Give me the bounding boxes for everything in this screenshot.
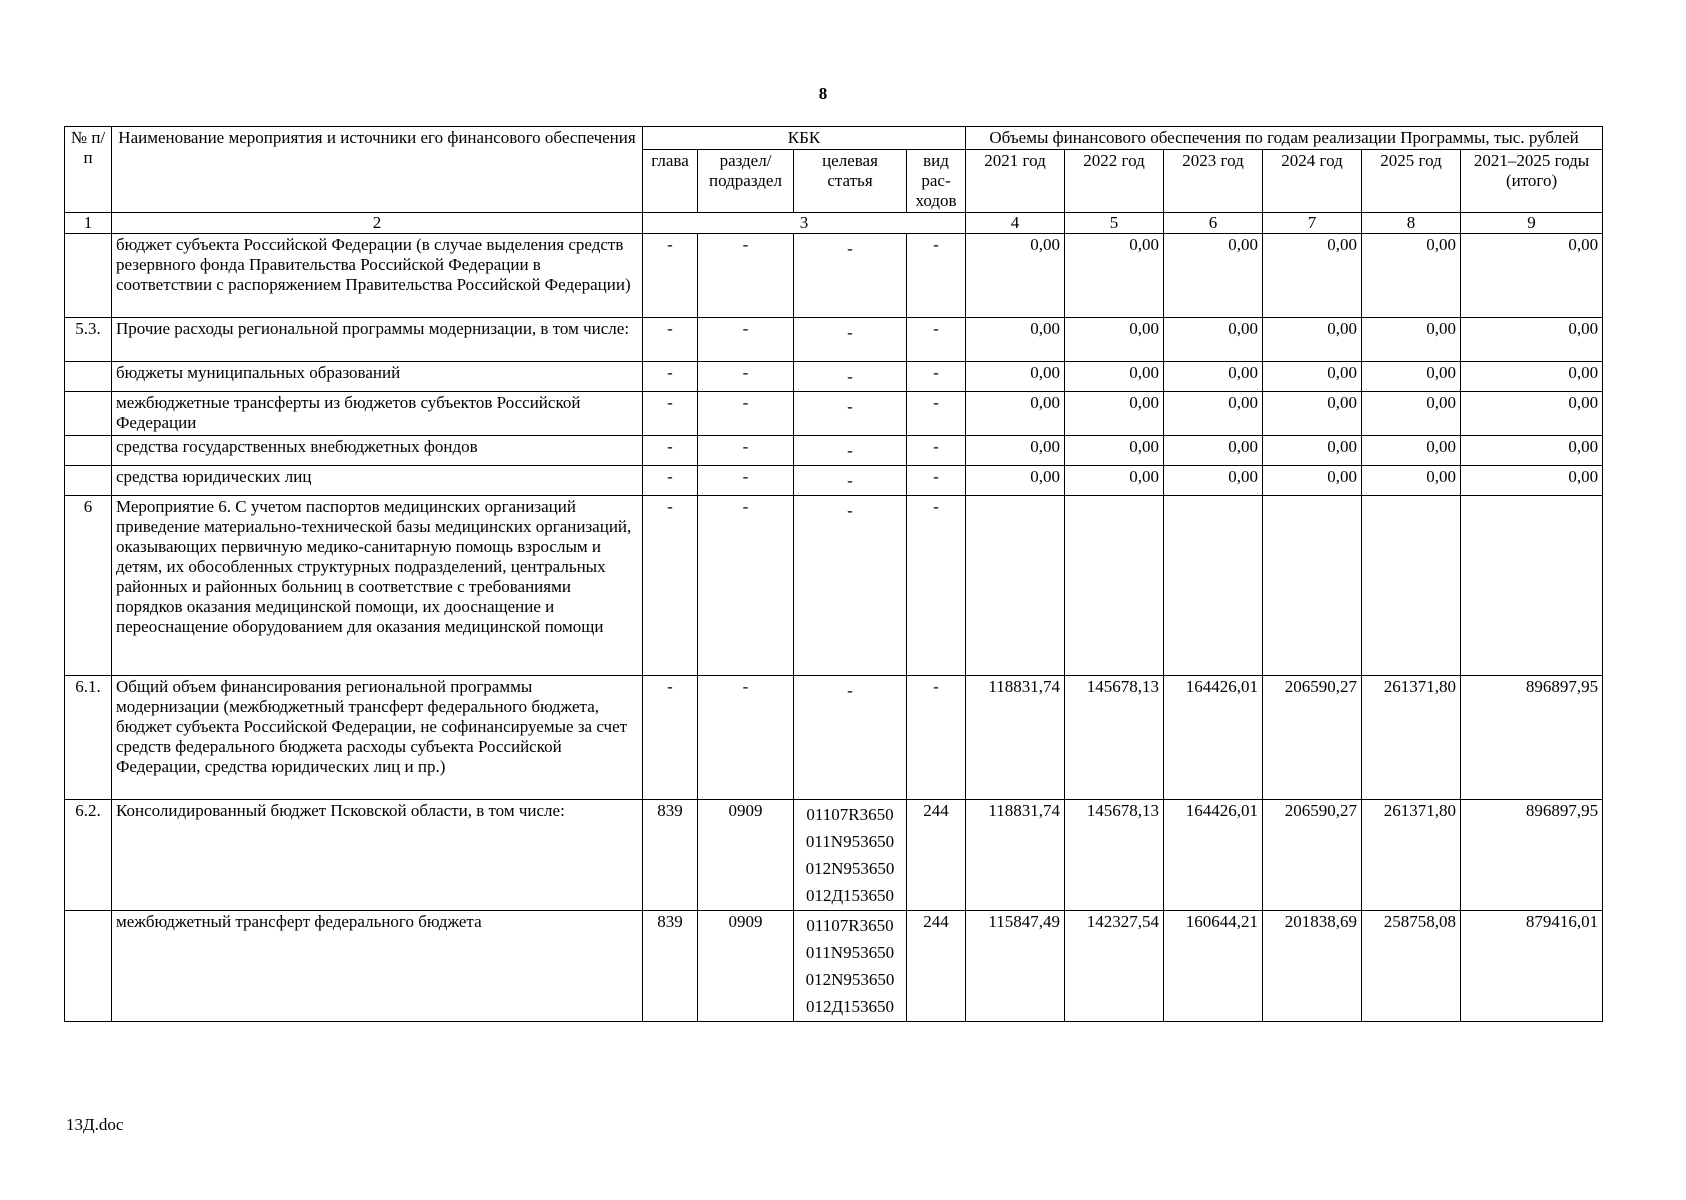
- row-name-cell: средства юридических лиц: [112, 466, 643, 496]
- value-total-cell: 0,00: [1461, 362, 1603, 392]
- header-2023: 2023 год: [1164, 150, 1263, 213]
- value-2025-cell: 258758,08: [1362, 911, 1461, 1022]
- value-2024-cell: 201838,69: [1263, 911, 1362, 1022]
- value-2025-cell: 0,00: [1362, 362, 1461, 392]
- row-number-cell: [65, 392, 112, 436]
- kbk-razdel-cell: -: [698, 318, 794, 362]
- kbk-razdel-cell: -: [698, 234, 794, 318]
- row-name-cell: межбюджетные трансферты из бюджетов субъектов Российской Федерации: [112, 392, 643, 436]
- row-number-cell: [65, 234, 112, 318]
- row-number-cell: [65, 911, 112, 1022]
- kbk-tselevaya-code: 012Д153650: [805, 886, 895, 905]
- row-name-cell: средства государственных внебюджетных фондов: [112, 436, 643, 466]
- kbk-vid-cell: 244: [907, 800, 966, 911]
- table-row: [65, 676, 1603, 800]
- row-name-cell: Общий объем финансирования региональной программы модернизации (межбюджетный трансферт федерального бюджета, бюджет субъекта Российской Федерации, не софинансируемые за счет средств федерального бюджета расходы субъекта Российской Федерации, средства юридических лиц и пр.): [112, 676, 643, 800]
- value-2024-cell: 0,00: [1263, 466, 1362, 496]
- kbk-glava-cell: -: [643, 392, 698, 436]
- value-2021-cell: 0,00: [966, 318, 1065, 362]
- kbk-tselevaya-cell: [794, 362, 907, 392]
- kbk-glava-cell: -: [643, 436, 698, 466]
- kbk-tselevaya-code: -: [847, 367, 853, 386]
- value-2021-cell: 0,00: [966, 466, 1065, 496]
- value-2024-cell: [1263, 496, 1362, 676]
- kbk-tselevaya-code: 012N953650: [805, 970, 895, 989]
- kbk-tselevaya-code: -: [847, 397, 853, 416]
- kbk-glava-cell: 839: [643, 800, 698, 911]
- header-2022: 2022 год: [1065, 150, 1164, 213]
- value-2022-cell: [1065, 496, 1164, 676]
- table-row: [65, 436, 1603, 466]
- header-2021: 2021 год: [966, 150, 1065, 213]
- column-number: 7: [1263, 213, 1362, 234]
- value-2025-cell: 0,00: [1362, 436, 1461, 466]
- kbk-razdel-cell: -: [698, 392, 794, 436]
- column-number: 2: [112, 213, 643, 234]
- value-total-cell: 0,00: [1461, 234, 1603, 318]
- value-2021-cell: [966, 496, 1065, 676]
- value-2023-cell: 0,00: [1164, 362, 1263, 392]
- kbk-vid-cell: -: [907, 392, 966, 436]
- table-row: [65, 800, 1603, 911]
- value-2021-cell: 0,00: [966, 234, 1065, 318]
- header-total: 2021–2025 годы (итого): [1461, 150, 1603, 213]
- kbk-tselevaya-cell: [794, 911, 907, 1022]
- table-row: [65, 392, 1603, 436]
- header-no: № п/п: [65, 127, 112, 213]
- kbk-tselevaya-cell: [794, 496, 907, 676]
- value-2022-cell: 0,00: [1065, 318, 1164, 362]
- value-total-cell: 0,00: [1461, 392, 1603, 436]
- kbk-tselevaya-cell: [794, 466, 907, 496]
- header-volumes: Объемы финансового обеспечения по годам реализации Программы, тыс. рублей: [966, 127, 1603, 150]
- value-2022-cell: 142327,54: [1065, 911, 1164, 1022]
- kbk-glava-cell: -: [643, 466, 698, 496]
- header-2025: 2025 год: [1362, 150, 1461, 213]
- value-2023-cell: 0,00: [1164, 234, 1263, 318]
- kbk-tselevaya-code: 01107R3650: [806, 916, 894, 935]
- kbk-razdel-cell: -: [698, 466, 794, 496]
- value-2024-cell: 206590,27: [1263, 800, 1362, 911]
- row-name-cell: бюджет субъекта Российской Федерации (в случае выделения средств резервного фонда Правительства Российской Федерации в соответствии с распоряжением Правительства Российской Федерации): [112, 234, 643, 318]
- value-2023-cell: [1164, 496, 1263, 676]
- table-row: [65, 496, 1603, 676]
- value-2023-cell: 0,00: [1164, 318, 1263, 362]
- value-total-cell: 896897,95: [1461, 676, 1603, 800]
- value-2021-cell: 118831,74: [966, 800, 1065, 911]
- value-2023-cell: 164426,01: [1164, 800, 1263, 911]
- value-2024-cell: 0,00: [1263, 392, 1362, 436]
- value-2025-cell: 261371,80: [1362, 676, 1461, 800]
- row-name-cell: Мероприятие 6. С учетом паспортов медицинских организаций приведение материально-технической базы медицинских организаций, оказывающих первичную медико-санитарную помощь взрослым и детям, их обособленных структурных подразделений, центральных районных и районных больниц в соответствие с требованиями порядков оказания медицинской помощи, их дооснащение и переоснащение оборудованием для оказания медицинской помощи: [112, 496, 643, 676]
- row-number-cell: 6.2.: [65, 800, 112, 911]
- value-2024-cell: 0,00: [1263, 362, 1362, 392]
- value-total-cell: 896897,95: [1461, 800, 1603, 911]
- header-razdel: раздел/ подраздел: [698, 150, 794, 213]
- kbk-tselevaya-cell: [794, 676, 907, 800]
- table-row: [65, 911, 1603, 1022]
- kbk-razdel-cell: -: [698, 436, 794, 466]
- value-2021-cell: 118831,74: [966, 676, 1065, 800]
- financing-table: [64, 126, 1603, 1022]
- column-number: 1: [65, 213, 112, 234]
- value-2025-cell: [1362, 496, 1461, 676]
- value-2025-cell: 0,00: [1362, 234, 1461, 318]
- header-2024: 2024 год: [1263, 150, 1362, 213]
- row-name-cell: Прочие расходы региональной программы модернизации, в том числе:: [112, 318, 643, 362]
- kbk-glava-cell: -: [643, 676, 698, 800]
- row-number-cell: [65, 362, 112, 392]
- kbk-glava-cell: 839: [643, 911, 698, 1022]
- table-row: [65, 318, 1603, 362]
- value-2025-cell: 0,00: [1362, 466, 1461, 496]
- column-number: 3: [643, 213, 966, 234]
- kbk-tselevaya-code: -: [847, 681, 853, 700]
- kbk-vid-cell: -: [907, 234, 966, 318]
- value-2021-cell: 115847,49: [966, 911, 1065, 1022]
- header-tselevaya: целевая статья: [794, 150, 907, 213]
- kbk-tselevaya-cell: [794, 318, 907, 362]
- kbk-tselevaya-code: 012N953650: [805, 859, 895, 878]
- value-2024-cell: 206590,27: [1263, 676, 1362, 800]
- kbk-tselevaya-cell: [794, 234, 907, 318]
- value-2025-cell: 261371,80: [1362, 800, 1461, 911]
- value-2024-cell: 0,00: [1263, 318, 1362, 362]
- kbk-tselevaya-cell: [794, 436, 907, 466]
- value-2023-cell: 160644,21: [1164, 911, 1263, 1022]
- kbk-tselevaya-code: 01107R3650: [806, 805, 894, 824]
- value-2022-cell: 145678,13: [1065, 800, 1164, 911]
- table-row: [65, 362, 1603, 392]
- kbk-razdel-cell: -: [698, 676, 794, 800]
- kbk-razdel-cell: 0909: [698, 800, 794, 911]
- value-2024-cell: 0,00: [1263, 234, 1362, 318]
- value-total-cell: 879416,01: [1461, 911, 1603, 1022]
- value-total-cell: [1461, 496, 1603, 676]
- kbk-glava-cell: -: [643, 234, 698, 318]
- column-number: 9: [1461, 213, 1603, 234]
- value-2021-cell: 0,00: [966, 392, 1065, 436]
- header-kbk: КБК: [643, 127, 966, 150]
- row-name-cell: Консолидированный бюджет Псковской области, в том числе:: [112, 800, 643, 911]
- kbk-glava-cell: -: [643, 496, 698, 676]
- kbk-razdel-cell: -: [698, 362, 794, 392]
- value-2021-cell: 0,00: [966, 436, 1065, 466]
- kbk-glava-cell: -: [643, 362, 698, 392]
- value-2025-cell: 0,00: [1362, 392, 1461, 436]
- kbk-tselevaya-code: -: [847, 239, 853, 258]
- value-total-cell: 0,00: [1461, 318, 1603, 362]
- column-number: 5: [1065, 213, 1164, 234]
- kbk-vid-cell: -: [907, 676, 966, 800]
- kbk-tselevaya-code: -: [847, 323, 853, 342]
- header-name: Наименование мероприятия и источники его финансового обеспечения: [112, 127, 643, 213]
- kbk-tselevaya-code: 011N953650: [805, 832, 895, 851]
- header-vid: вид рас-ходов: [907, 150, 966, 213]
- value-2025-cell: 0,00: [1362, 318, 1461, 362]
- row-number-cell: 5.3.: [65, 318, 112, 362]
- header-row-top: [65, 127, 1603, 150]
- kbk-vid-cell: -: [907, 496, 966, 676]
- value-2021-cell: 0,00: [966, 362, 1065, 392]
- kbk-tselevaya-code: -: [847, 471, 853, 490]
- kbk-tselevaya-code: -: [847, 501, 853, 520]
- table-row: [65, 466, 1603, 496]
- kbk-razdel-cell: -: [698, 496, 794, 676]
- value-2023-cell: 164426,01: [1164, 676, 1263, 800]
- table-row: [65, 234, 1603, 318]
- row-number-cell: 6: [65, 496, 112, 676]
- kbk-tselevaya-code: 011N953650: [805, 943, 895, 962]
- value-2022-cell: 0,00: [1065, 392, 1164, 436]
- kbk-tselevaya-cell: [794, 392, 907, 436]
- row-number-cell: 6.1.: [65, 676, 112, 800]
- value-2023-cell: 0,00: [1164, 466, 1263, 496]
- kbk-vid-cell: -: [907, 318, 966, 362]
- value-2022-cell: 0,00: [1065, 436, 1164, 466]
- kbk-vid-cell: -: [907, 466, 966, 496]
- kbk-vid-cell: -: [907, 436, 966, 466]
- kbk-tselevaya-code: 012Д153650: [805, 997, 895, 1016]
- value-2022-cell: 0,00: [1065, 362, 1164, 392]
- kbk-tselevaya-cell: [794, 800, 907, 911]
- value-2022-cell: 0,00: [1065, 466, 1164, 496]
- row-number-cell: [65, 436, 112, 466]
- kbk-razdel-cell: 0909: [698, 911, 794, 1022]
- column-number: 8: [1362, 213, 1461, 234]
- row-name-cell: межбюджетный трансферт федерального бюджета: [112, 911, 643, 1022]
- footer-filename: 13Д.doc: [66, 1115, 124, 1134]
- page-number: 8: [818, 84, 828, 103]
- value-2022-cell: 145678,13: [1065, 676, 1164, 800]
- column-number-row: [65, 213, 1603, 234]
- table-body: [65, 234, 1603, 1022]
- kbk-vid-cell: -: [907, 362, 966, 392]
- kbk-glava-cell: -: [643, 318, 698, 362]
- value-2023-cell: 0,00: [1164, 392, 1263, 436]
- row-name-cell: бюджеты муниципальных образований: [112, 362, 643, 392]
- value-total-cell: 0,00: [1461, 436, 1603, 466]
- kbk-vid-cell: 244: [907, 911, 966, 1022]
- kbk-tselevaya-code: -: [847, 441, 853, 460]
- column-number: 4: [966, 213, 1065, 234]
- value-2024-cell: 0,00: [1263, 436, 1362, 466]
- value-2022-cell: 0,00: [1065, 234, 1164, 318]
- row-number-cell: [65, 466, 112, 496]
- column-number: 6: [1164, 213, 1263, 234]
- value-2023-cell: 0,00: [1164, 436, 1263, 466]
- header-glava: глава: [643, 150, 698, 213]
- value-total-cell: 0,00: [1461, 466, 1603, 496]
